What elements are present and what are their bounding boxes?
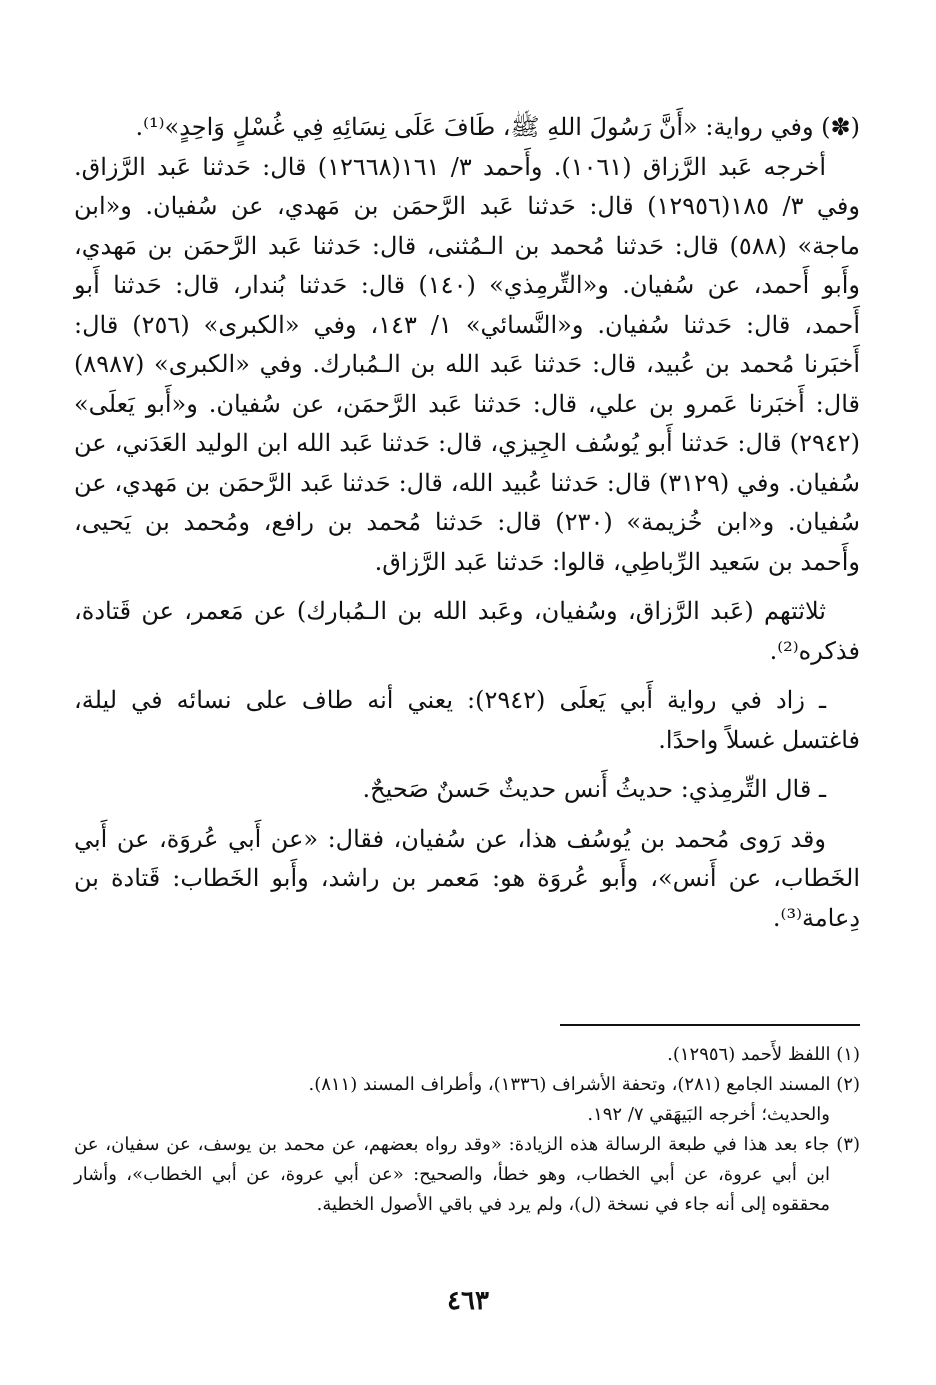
footnote-separator bbox=[560, 1024, 860, 1026]
narrators-paragraph: ثلاثتهم (عَبد الرَّزاق، وسُفيان، وعَبد الله بن الـمُبارك) عن مَعمر، عن قَتادة، فذكره⁽²⁾. bbox=[74, 597, 860, 665]
footnotes bbox=[74, 1040, 860, 1220]
main-text bbox=[74, 108, 860, 938]
page-number: ٤٦٣ bbox=[447, 1286, 489, 1316]
footnote-3: (٣) جاء بعد هذا في طبعة الرسالة هذه الزيادة: «وقد رواه بعضهم، عن محمد بن يوسف، عن سفيان، عن ابن أبي عروة، عن أبي الخطاب، وهو خطأ، والصحيح: «عن أبي عروة، عن أبي الخطاب»، وأشار محققوه إلى أنه جاء في نسخة (ل)، ولم يرد في باقي الأصول الخطية. bbox=[74, 1134, 860, 1215]
footnote-1: (١) اللفظ لأَحمد (١٢٩٥٦). bbox=[667, 1044, 860, 1065]
footnote-2-continuation: والحديث؛ أخرجه البَيهَقي ٧/ ١٩٢. bbox=[587, 1104, 830, 1125]
alternate-narration: وقد رَوى مُحمد بن يُوسُف هذا، عن سُفيان، فقال: «عن أَبي عُروَة، عن أَبي الخَطاب، عن أَنس»، وأَبو عُروَة هو: مَعمر بن راشد، وأَبو الخَطاب: قَتادة بن دِعامة⁽³⁾. bbox=[74, 824, 860, 932]
footnote-2: (٢) المسند الجامع (٢٨١)، وتحفة الأشراف (١٣٣٦)، وأطراف المسند (٨١١). bbox=[308, 1074, 860, 1095]
addition-note: ـ زاد في رواية أَبي يَعلَى (٢٩٤٢): يعني أنه طاف على نسائه في ليلة، فاغتسل غسلاً واحدًا. bbox=[74, 686, 860, 754]
takhrij-paragraph: أخرجه عَبد الرَّزاق (١٠٦١). وأَحمد ٣/ ١٦١(١٢٦٦٨) قال: حَدثنا عَبد الرَّزاق. وفي ٣/ ١٨٥(١٢٩٥٦) قال: حَدثنا عَبد الرَّحمَن بن مَهدي، عن سُفيان. و«ابن ماجة» (٥٨٨) قال: حَدثنا مُحمد بن الـمُثنى، قال: حَدثنا عَبد الرَّحمَن بن مَهدي، وأَبو أَحمد، عن سُفيان. و«التِّرمِذي» (١٤٠) قال: حَدثنا بُندار، قال: حَدثنا أَبو أَحمد، قال: حَدثنا سُفيان. و«النَّسائي» ١/ ١٤٣، وفي «الكبرى» (٢٥٦) قال: أَخبَرنا مُحمد بن عُبيد، قال: حَدثنا عَبد الله بن الـمُبارك. وفي «الكبرى» (٨٩٨٧) قال: أَخبَرنا عَمرو بن علي، قال: حَدثنا عَبد الرَّحمَن، عن سُفيان. و«أَبو يَعلَى» (٢٩٤٢) قال: حَدثنا أَبو يُوسُف الجِيزي، قال: حَدثنا عَبد الله ابن الوليد العَدَني، عن سُفيان. وفي (٣١٢٩) قال: حَدثنا عُبيد الله، قال: حَدثنا عَبد الرَّحمَن بن مَهدي، عن سُفيان. و«ابن خُزيمة» (٢٣٠) قال: حَدثنا مُحمد بن رافع، ومُحمد بن يَحيى، وأَحمد بن سَعيد الرِّباطِي، قالوا: حَدثنا عَبد الرَّزاق. bbox=[74, 152, 861, 576]
hadith-text: (✽) وفي رواية: «أَنَّ رَسُولَ اللهِ ﷺ، طَافَ عَلَى نِسَائِهِ فِي غُسْلٍ وَاحِدٍ»⁽¹⁾. bbox=[135, 113, 860, 141]
tirmidhi-grading: ـ قال التِّرمِذي: حديثُ أَنس حديثٌ حَسنٌ صَحيحٌ. bbox=[362, 775, 826, 803]
